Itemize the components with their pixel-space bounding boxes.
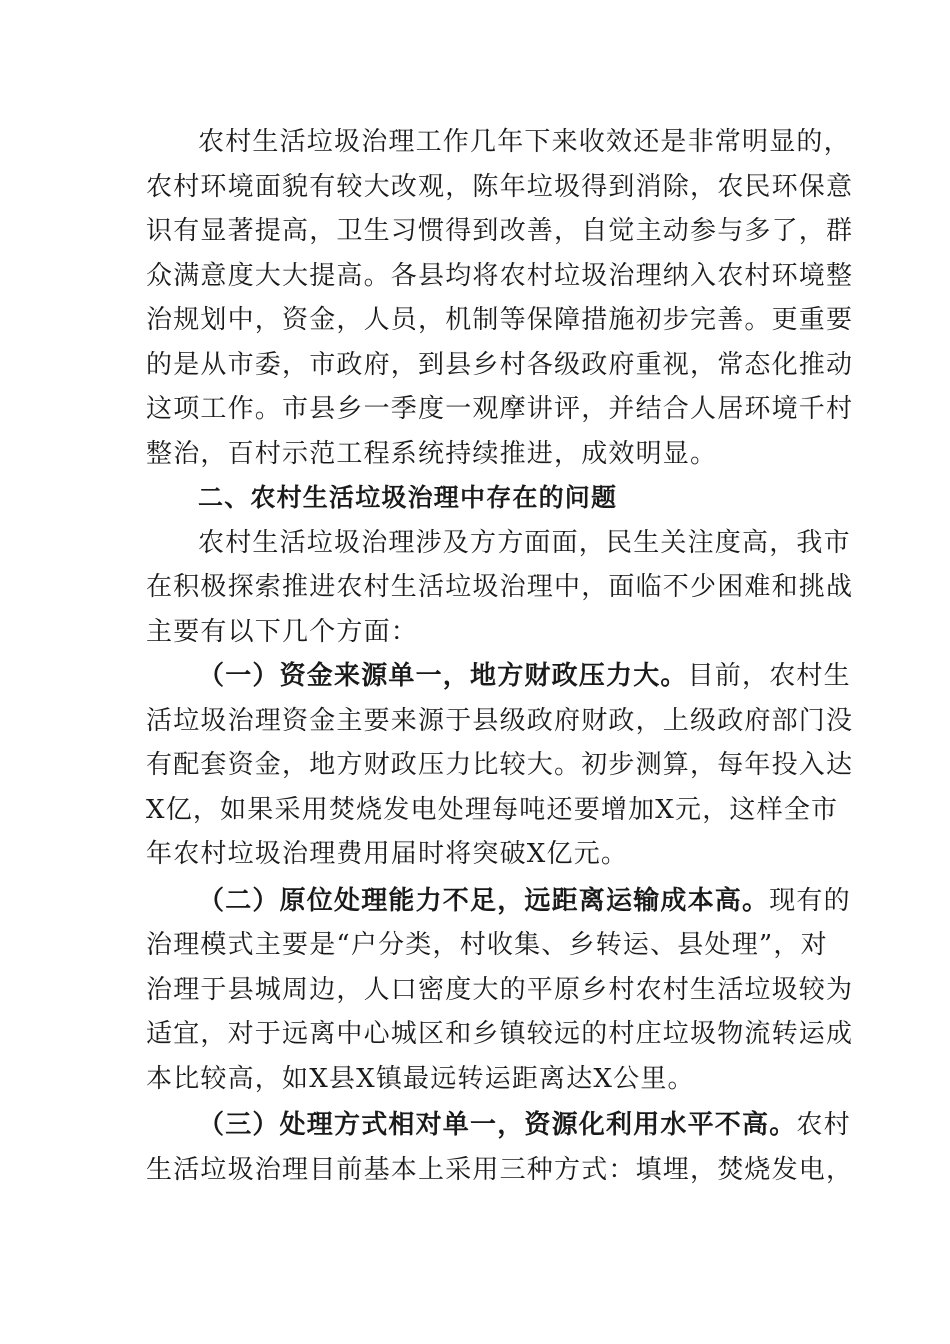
text-line: 这项工作。市县乡一季度一观摩讲评，并结合人居环境千村 [146,394,854,424]
text-line: 农村生活垃圾治理涉及方方面面，民生关注度高，我市 [198,527,851,558]
item-title: （一）资金来源单一，地方财政压力大。 [198,661,688,691]
text-line: 识有显著提高，卫生习惯得到改善，自觉主动参与多了，群 [146,216,854,246]
text-line [146,654,851,699]
text-line: 适宜，对于远离中心城区和乡镇较远的村庄垃圾物流转运成 [146,1019,854,1049]
text-line: 生活垃圾治理目前基本上采用三种方式：填埋，焚烧发电， [146,1154,854,1185]
text-line: 主要有以下几个方面： [146,616,419,647]
text-line: 众满意度大大提高。各县均将农村垃圾治理纳入农村环境整 [146,260,854,291]
item-methods [146,1103,854,1192]
paragraph-results [146,120,854,476]
text-line: 本比较高，如X县X镇最远转运距离达X公里。 [146,1063,695,1094]
text-line: 年农村垃圾治理费用届时将突破X亿元。 [146,839,629,869]
text-line: 农村环境面貌有较大改观，陈年垃圾得到消除，农民环保意 [146,171,854,202]
document-body [146,120,854,1192]
item-text: 现有的 [769,885,851,916]
text-line: 在积极探索推进农村生活垃圾治理中，面临不少困难和挑战 [146,572,854,602]
item-text: 目前，农村生 [687,661,851,691]
section-heading: 二、农村生活垃圾治理中存在的问题 [198,483,618,512]
text-line: 治理于县城周边，人口密度大的平原乡村农村生活垃圾较为 [146,974,854,1005]
text-line: 有配套资金，地方财政压力比较大。初步测算，每年投入达 [146,750,854,780]
item-title: （三）处理方式相对单一，资源化利用水平不高。 [198,1110,797,1140]
text-line: 的是从市委，市政府，到县乡村各级政府重视，常态化推动 [146,349,854,380]
item-processing [146,879,854,1102]
text-line: 农村生活垃圾治理工作几年下来收效还是非常明显的， [198,127,851,157]
text-line [146,1103,851,1148]
item-funding [146,654,854,877]
item-text: 农村 [796,1110,851,1140]
text-line: 治理模式主要是“户分类，村收集、乡转运、县处理”，对 [146,930,828,960]
text-line [146,879,851,924]
text-line: 治规划中，资金，人员，机制等保障措施初步完善。更重要 [146,305,854,335]
paragraph-intro [146,521,854,655]
text-line: 整治，百村示范工程系统持续推进，成效明显。 [146,438,718,469]
text-line: X亿，如果采用焚烧发电处理每吨还要增加X元，这样全市 [146,794,839,825]
text-line: 活垃圾治理资金主要来源于县级政府财政，上级政府部门没 [146,705,854,736]
item-title: （二）原位处理能力不足，远距离运输成本高。 [198,885,770,916]
